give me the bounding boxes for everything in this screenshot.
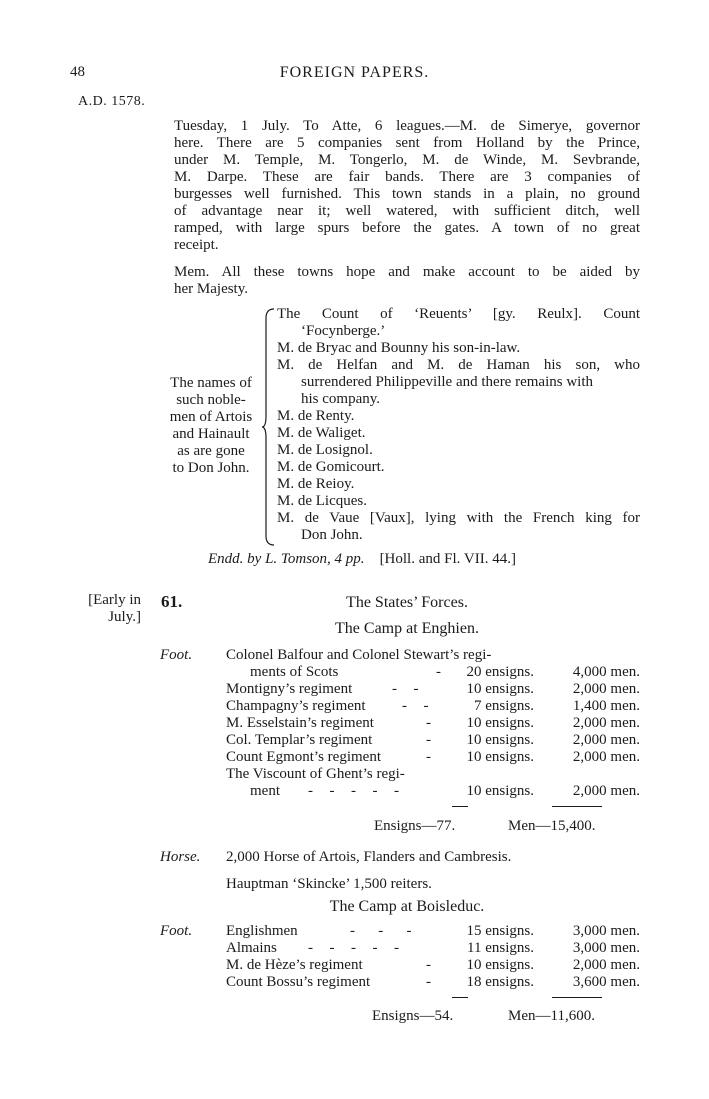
- text-line: her Majesty.: [174, 281, 249, 297]
- table-row: [226, 749, 640, 766]
- text-line: burgesses well furnished. This town stands in a plain, no ground: [174, 186, 640, 202]
- text-line: of advantage near it; well watered, with sufficient ditch, well: [174, 203, 640, 219]
- ensigns-value: 10 ensigns.: [466, 957, 534, 973]
- leader-dashes: -: [426, 974, 434, 990]
- leader-dashes: - - -: [350, 923, 415, 939]
- ensigns-value: 15 ensigns.: [466, 923, 534, 939]
- endorsement-reference: [Holl. and Fl. VII. 44.]: [379, 551, 516, 567]
- ensigns-value: 10 ensigns.: [466, 732, 534, 748]
- text-line: Mem. All these towns hope and make account to be aided by: [174, 264, 640, 280]
- ensigns-sum-rule: [452, 997, 468, 998]
- entry-number: 61.: [161, 592, 183, 611]
- regiment-name: Count Bossu’s regiment: [226, 974, 371, 990]
- ensigns-value: 10 ensigns.: [466, 681, 534, 697]
- regiment-name: Col. Templar’s regiment: [226, 732, 373, 748]
- endorsement-text: Endd. by L. Tomson, 4 pp.: [208, 551, 365, 567]
- table-row: [226, 681, 640, 698]
- table-row: [226, 923, 640, 940]
- ensigns-value: 7 ensigns.: [474, 698, 534, 714]
- noblemen-label: [160, 375, 262, 477]
- horse-line: 2,000 Horse of Artois, Flanders and Cambresis.: [226, 849, 512, 865]
- label-line: and Hainault: [172, 426, 250, 442]
- label-line: The names of: [170, 375, 252, 391]
- table-row: [226, 715, 640, 732]
- men-value: 3,000 men.: [572, 940, 640, 956]
- men-value: 2,000 men.: [572, 749, 640, 765]
- entry-title: The States’ Forces.: [346, 594, 468, 611]
- regiment-name: Englishmen: [226, 923, 298, 939]
- regiment-name: M. de Hèze’s regiment: [226, 957, 363, 973]
- endorsement: [208, 551, 516, 568]
- text-line: under M. Temple, M. Tongerlo, M. de Winde, M. Sevbrande,: [174, 152, 640, 168]
- ensigns-value: 10 ensigns.: [466, 715, 534, 731]
- men-value: 2,000 men.: [572, 681, 640, 697]
- regiment-name: Montigny’s regiment: [226, 681, 353, 697]
- leader-dashes: - - - - -: [308, 940, 402, 956]
- reiters-line: Hauptman ‘Skincke’ 1,500 reiters.: [226, 876, 432, 892]
- ensigns-sum-rule: [452, 806, 468, 807]
- label-line: to Don John.: [172, 460, 250, 476]
- leader-dashes: - -: [402, 698, 432, 714]
- ensigns-total: Ensigns—77.: [374, 818, 456, 834]
- list-item: M. de Reioy.: [277, 476, 355, 492]
- margin-year: A.D. 1578.: [78, 94, 146, 109]
- list-item: M. de Vaue [Vaux], lying with the French king for: [277, 510, 640, 526]
- leader-dashes: -: [426, 715, 434, 731]
- noblemen-list: [277, 306, 640, 544]
- list-item: M. de Losignol.: [277, 442, 373, 458]
- table-row: [226, 940, 640, 957]
- ensigns-value: 20 ensigns.: [466, 664, 534, 680]
- leader-dashes: -: [436, 664, 444, 680]
- regiment-name: Almains: [226, 940, 277, 956]
- label-line: as are gone: [177, 443, 245, 459]
- regiment-line: The Viscount of Ghent’s regi-: [226, 766, 405, 782]
- table-row: [226, 732, 640, 749]
- list-item: M. de Bryac and Bounny his son-in-law.: [277, 340, 521, 356]
- list-item: M. de Helfan and M. de Haman his son, who: [277, 357, 640, 373]
- list-item: his company.: [301, 391, 381, 407]
- label-line: such noble-: [176, 392, 246, 408]
- margin-date-line: July.]: [108, 609, 141, 625]
- ensigns-value: 18 ensigns.: [466, 974, 534, 990]
- men-sum-rule: [552, 806, 602, 807]
- list-item: The Count of ‘Reuents’ [gy. Reulx]. Count: [277, 306, 640, 322]
- men-value: 2,000 men.: [572, 783, 640, 799]
- camp-title: The Camp at Boisleduc.: [329, 898, 485, 915]
- margin-date-line: [Early in: [88, 592, 141, 608]
- regiment-name: ments of Scots: [250, 664, 339, 680]
- text-line: M. Darpe. These are fair bands. There are 3 companies of: [174, 169, 640, 185]
- list-item: surrendered Philippeville and there remains with: [301, 374, 593, 390]
- curly-brace: [262, 308, 276, 546]
- list-item: Don John.: [301, 527, 363, 543]
- men-sum-rule: [552, 997, 602, 998]
- list-item: ‘Focynberge.’: [301, 323, 386, 339]
- running-header-title: FOREIGN PAPERS.: [279, 64, 430, 81]
- leader-dashes: -: [426, 749, 434, 765]
- regiment-name: Champagny’s regiment: [226, 698, 366, 714]
- text-line: receipt.: [174, 237, 219, 253]
- men-total: Men—15,400.: [508, 818, 596, 834]
- entry-margin-date: [73, 592, 141, 626]
- foot-label: Foot.: [160, 923, 193, 939]
- horse-label: Horse.: [160, 849, 201, 865]
- leader-dashes: -: [426, 732, 434, 748]
- list-item: M. de Licques.: [277, 493, 367, 509]
- table-row: [226, 974, 640, 991]
- ensigns-value: 10 ensigns.: [466, 749, 534, 765]
- ensigns-total: Ensigns—54.: [372, 1008, 454, 1024]
- men-value: 3,000 men.: [572, 923, 640, 939]
- foot-label: Foot.: [160, 647, 193, 663]
- regiment-name: Count Egmont’s regiment: [226, 749, 381, 765]
- table-row: [226, 698, 640, 715]
- men-value: 3,600 men.: [572, 974, 640, 990]
- camp-title: The Camp at Enghien.: [335, 620, 479, 637]
- page-number: 48: [70, 64, 85, 80]
- regiment-line: Colonel Balfour and Colonel Stewart’s regi-: [226, 647, 492, 663]
- table-row: [226, 957, 640, 974]
- men-total: Men—11,600.: [508, 1008, 595, 1024]
- ensigns-value: 11 ensigns.: [467, 940, 534, 956]
- men-value: 4,000 men.: [572, 664, 640, 680]
- men-value: 1,400 men.: [572, 698, 640, 714]
- leader-dashes: - - - - -: [308, 783, 402, 799]
- leader-dashes: - -: [392, 681, 422, 697]
- regiment-name: M. Esselstain’s regiment: [226, 715, 374, 731]
- leader-dashes: -: [426, 957, 434, 973]
- list-item: M. de Gomicourt.: [277, 459, 385, 475]
- regiment-name: ment: [250, 783, 280, 799]
- men-value: 2,000 men.: [572, 957, 640, 973]
- ensigns-value: 10 ensigns.: [466, 783, 534, 799]
- text-line: Tuesday, 1 July. To Atte, 6 leagues.—M. de Simerye, governor: [174, 118, 640, 134]
- list-item: M. de Waliget.: [277, 425, 366, 441]
- text-line: ramped, with large spurs before the gates. A town of no great: [174, 220, 640, 236]
- table-row: [226, 783, 640, 800]
- itinerary-paragraph: [174, 118, 640, 254]
- men-value: 2,000 men.: [572, 732, 640, 748]
- memorandum-paragraph: [174, 264, 640, 298]
- men-value: 2,000 men.: [572, 715, 640, 731]
- label-line: men of Artois: [169, 409, 253, 425]
- text-line: here. There are 5 companies sent from Holland by the Prince,: [174, 135, 640, 151]
- table-row: [226, 664, 640, 681]
- list-item: M. de Renty.: [277, 408, 355, 424]
